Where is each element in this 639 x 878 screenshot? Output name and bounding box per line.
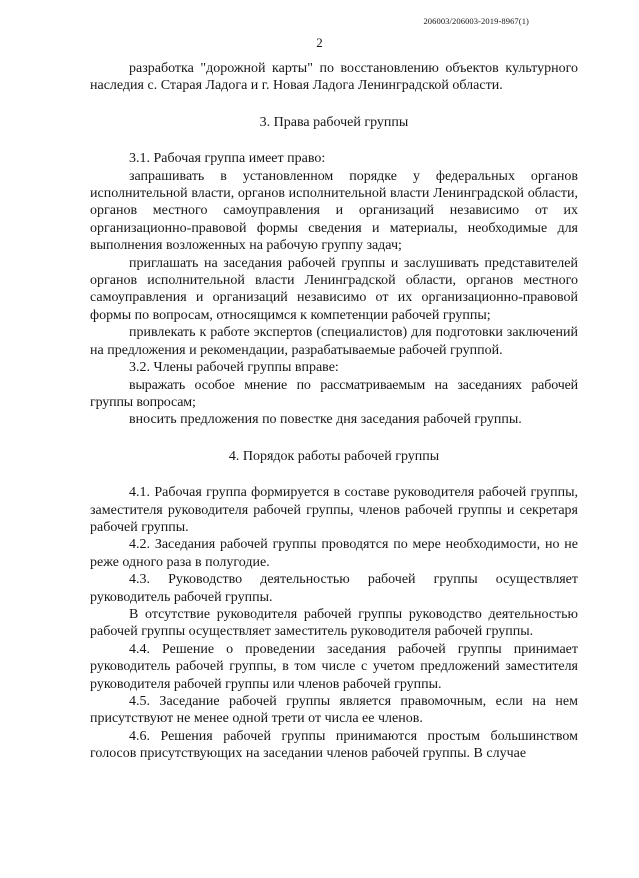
paragraph-4-4: 4.4. Решение о проведении заседания рабочей группы принимает руководитель рабочей группы, в том числе с учетом предложений заместителя руководителя рабочей группы или членов рабочей группы. [90, 641, 578, 692]
paragraph-3-1-experts: привлекать к работе экспертов (специалистов) для подготовки заключений на предложения и рекомендации, разрабатываемые рабочей группой. [90, 325, 578, 358]
paragraph-4-2: 4.2. Заседания рабочей группы проводятся по мере необходимости, но не реже одного раза в полугодие. [90, 537, 578, 570]
document-body [90, 60, 578, 763]
spacer [90, 465, 578, 484]
document-id: 206003/206003-2019-8967(1) [423, 16, 529, 26]
spacer [90, 95, 578, 114]
section-3-title: 3. Права рабочей группы [259, 114, 409, 130]
paragraph-4-3-absence: В отсутствие руководителя рабочей группы руководство деятельностью рабочей группы осуществляет заместитель руководителя рабочей группы. [90, 606, 578, 640]
paragraph-3-1-invite: приглашать на заседания рабочей группы и заслушивать представителей органов исполнительной власти Ленинградской области, органов местного самоуправления и организаций независимо от их организационно-правовой формы по вопросам, относящимся к компетенции рабочей группы; [90, 255, 578, 323]
paragraph-3-1-request: запрашивать в установленном порядке у федеральных органов исполнительной власти, органов исполнительной власти Ленинградской области, органов местного самоуправления и организаций независимо от их организационно-правовой формы сведения и материалы, необходимые для выполнения возложенных на рабочую группу задач; [90, 168, 578, 254]
paragraph-4-5: 4.5. Заседание рабочей группы является правомочным, если на нем присутствуют не менее одной трети от числа ее членов. [90, 694, 578, 727]
paragraph-3-1: 3.1. Рабочая группа имеет право: [129, 151, 326, 167]
paragraph-3-2-opinion: выражать особое мнение по рассматриваемым на заседаниях рабочей группы вопросам; [90, 377, 578, 410]
intro-paragraph: разработка "дорожной карты" по восстановлению объектов культурного наследия с. Старая Ладога и г. Новая Ладога Ленинградской области. [90, 61, 578, 94]
paragraph-4-1: 4.1. Рабочая группа формируется в составе руководителя рабочей группы, заместителя руководителя рабочей группы, членов рабочей группы и секретаря рабочей группы. [90, 485, 578, 535]
paragraph-3-2-proposals: вносить предложения по повестке дня заседания рабочей группы. [129, 412, 522, 428]
spacer [90, 429, 578, 448]
paragraph-4-6: 4.6. Решения рабочей группы принимаются простым большинством голосов присутствующих на заседании членов рабочей группы. В случае [90, 728, 578, 762]
paragraph-3-2: 3.2. Члены рабочей группы вправе: [129, 360, 339, 376]
page-number: 2 [316, 35, 323, 50]
section-4-title: 4. Порядок работы рабочей группы [228, 448, 440, 464]
spacer [90, 131, 578, 150]
paragraph-4-3: 4.3. Руководство деятельностью рабочей группы осуществляет руководитель рабочей группы. [90, 572, 578, 605]
